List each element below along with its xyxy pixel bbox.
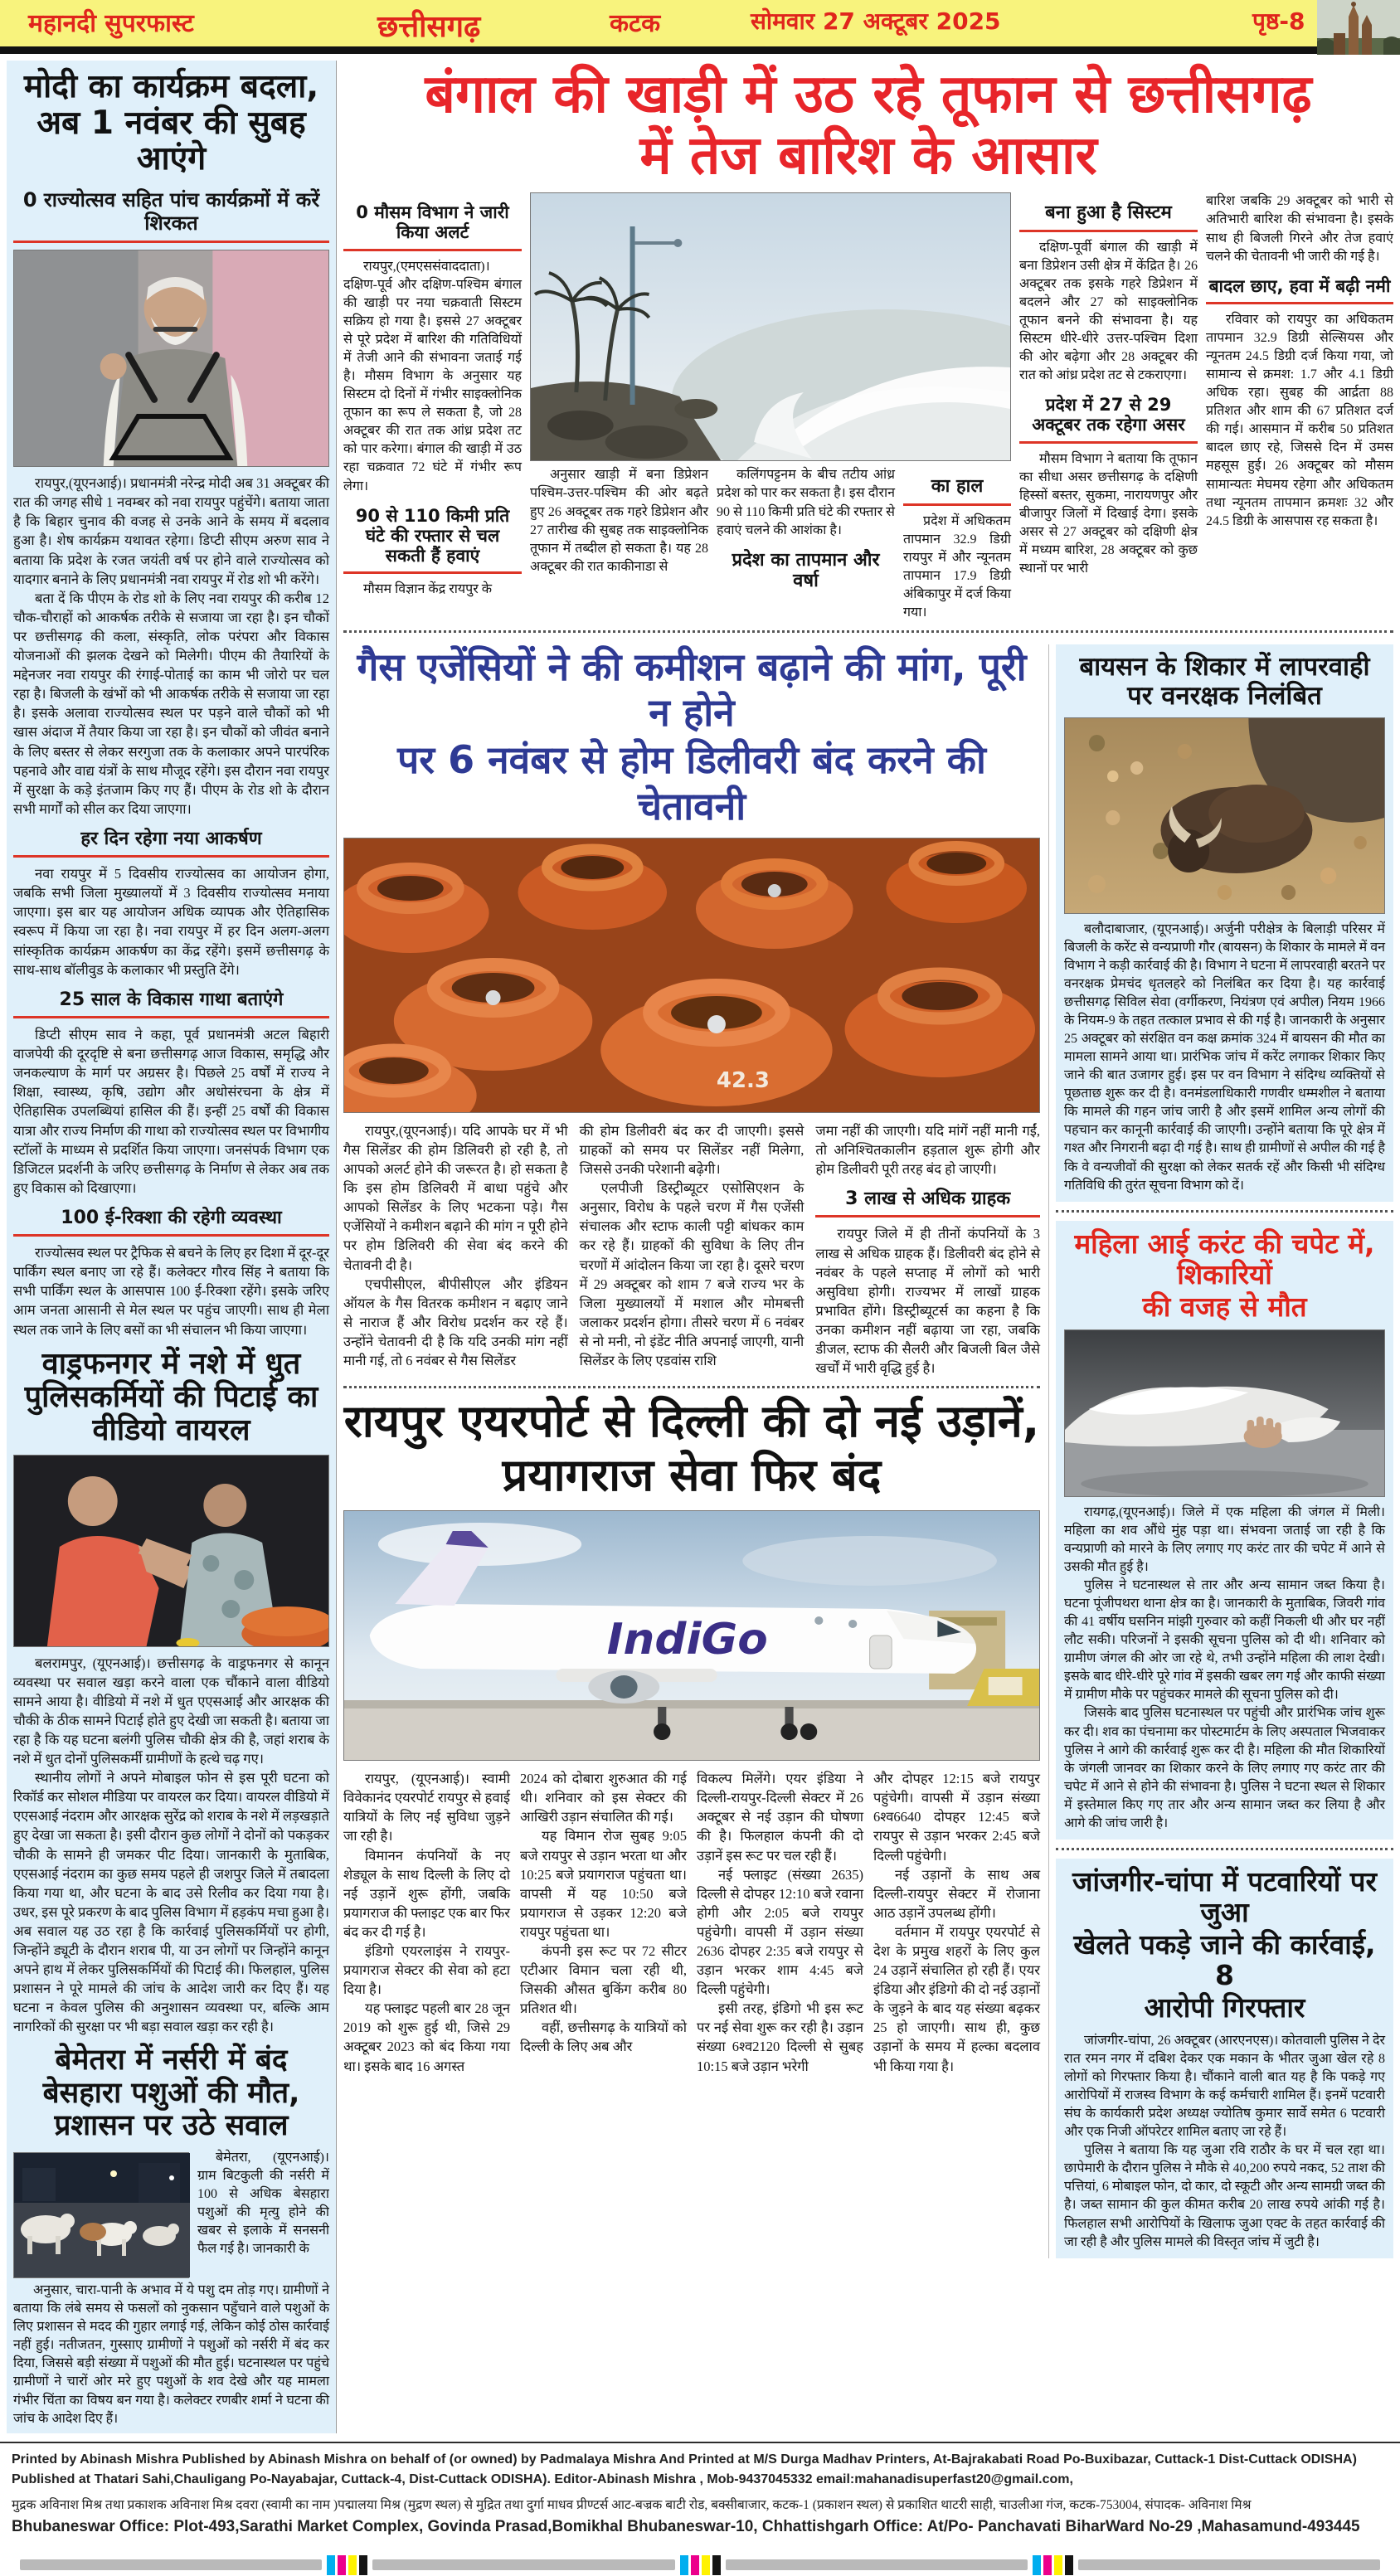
janjgir-headline-line1: जांजगीर-चांपा में पटवारियों पर जुआ	[1072, 1864, 1378, 1928]
right-of-left	[343, 61, 1393, 2433]
separator-gas-airport	[343, 1386, 1040, 1388]
airport-c4-b2: नई उड़ानों के साथ अब दिल्ली-रायपुर सेक्टर में रोजाना आठ उड़ानें उपलब्ध होंगी।	[873, 1866, 1040, 1921]
weather-sub-temp-rain: प्रदेश का तापमान और वर्षा	[732, 549, 880, 591]
airport-c3-b1: विकल्प मिलेंगे। एयर इंडिया ने दिल्ली-रायपुर-दिल्ली सेक्टर में 26 अक्टूबर से नई उड़ान की घोषणा की है। फिलहाल कंपनी की दो उड़ानें इस रूट पर चल रही हैं।	[697, 1771, 863, 1864]
gas-col-1	[343, 1121, 568, 1378]
city-name: कटक	[610, 9, 661, 38]
article-airport	[343, 1397, 1040, 2075]
weather-col6-body2: रविवार को रायपुर का अधिकतम तापमान 32.9 डिग्री सेल्सियस और न्यूनतम 24.5 डिग्री दर्ज किया गया, जो सामान्य से क्रमश: 1.7 और 4.1 डिग्री अधिक रहा। सुबह की आर्द्रता 88 प्रतिशत और शाम की 67 प्रतिशत दर्ज की गई। आसमान में करीब 50 प्रतिशत बादल छाए रहे, जिससे दिन में उमस महसूस हुई। 26 अक्टूबर को मौसम सामान्यतः मेघमय रहेगा और अधिकतम तथा न्यूनतम तापमान क्रमशः 32 और 24.5 डिग्री के आसपास रह सकता है।	[1206, 312, 1393, 528]
bison-body: बलौदाबाजार, (यूएनआई)। अर्जुनी परीक्षेत्र के बिलाड़ी परिसर में बिजली के करेंट से वन्यप्राणी गौर (बायसन) के शिकार के मामले में वन विभाग ने कड़ी कार्रवाई की है। विभाग ने घटना में लापरवाही बरतने पर वनरक्षक प्रेमचंद धृतलहरे को निलंबित कर दिया है। यह कार्रवाई छत्तीसगढ़ सिविल सेवा (वर्गीकरण, नियंत्रण एवं अपील) नियम 1966 के नियम-9 के तहत तत्काल प्रभाव से की गई है। जानकारी के अनुसार 25 अक्टूबर को संरक्षित वन कक्ष क्रमांक 324 में बायसन की मौत का मामला सामने आया था। प्रारंभिक जांच में करेंट लगाकर शिकार किए जाने की बात उजागर हुई। इस पर वन विभाग ने संदिग्ध व्यक्तियों से पूछताछ शुरू कर दी है। वनमंडलाधिकारी गणवीर धम्मशील ने बताया कि मामले की गहन जांच जारी है और इसमें शामिल अन्य लोगों की पहचान कर कानूनी कार्रवाई की जाएगी। उन्होंने बताया कि पूरे क्षेत्र में गश्त और निगरानी बढ़ा दी गई है। साथ ही ग्रामीणों से अपील की गई है कि वे वन्यजीवों की सुरक्षा को लेकर सतर्क रहें और किसी भी संदिग्ध गतिविधि की तुरंत सूचना विभाग को दें।	[1064, 921, 1385, 1193]
airport-col-4	[873, 1769, 1040, 2076]
airport-headline-line1: रायपुर एयरपोर्ट से दिल्ली की दो नई उड़ानें,	[343, 1395, 1040, 1448]
indigo-logo-text: IndiGo	[606, 1614, 768, 1665]
janjgir-body-2: पुलिस ने बताया कि यह जुआ रवि राठौर के घर में चल रहा था। छापेमारी के दौरान पुलिस ने मौके से 40,200 रुपये नकद, 52 ताश की पत्तियां, 6 मोबाइल फोन, दो कार, दो स्कूटी और अन्य सामग्री जब्त की है। जब्त सामान की कुल कीमत करीब 20 लाख रुपये आंकी गई है। फिलहाल सभी आरोपियों के खिलाफ जुआ एक्ट के तहत कार्रवाई की जा रही है और पुलिस मामले की विस्तृत जांच में जुटी है।	[1064, 2143, 1385, 2249]
gas-sub-customers: 3 लाख से अधिक ग्राहक	[815, 1184, 1040, 1218]
page-number: पृष्ठ-8	[1252, 7, 1305, 35]
weather-col-1	[343, 192, 522, 622]
imprint-line-1: Printed by Abinash Mishra Published by Abinash Mishra on behalf of (or owned) by Padmalaya Mishra And Printed at M/S Durga Madhav Printers, At-Bajrakabati Road Po-Buxibazar, Cuttack-1 Dist-Cuttack ODISHA)	[12, 2452, 1357, 2467]
modi-body-5: राज्योत्सव स्थल पर ट्रैफिक से बचने के लिए हर दिशा में दूर-दूर पार्किंग स्थल बनाए जा रहे हैं। कलेक्टर गौरव सिंह ने बताया कि सभी पार्किंग स्थल के आसपास 100 ई-रिक्शा रहेंगे। इसके जरिए आम जनता आसानी से मेल स्थल पर पहुंच जाएगी। साथ ही मेला स्थल तक जाने के लिए बसों का भी संचालन भी किया जाएगा।	[13, 1245, 329, 1338]
masthead-rule	[0, 46, 1400, 54]
modi-subhead: 0 राज्योत्सव सहित पांच कार्यक्रमों में करें शिरकत	[13, 184, 329, 243]
imprint-footer	[0, 2442, 1400, 2576]
weather-sub-clouds: बादल छाए, हवा में बढ़ी नमी	[1206, 271, 1393, 304]
modi-sub3: 100 ई-रिक्शा की रहेगी व्यवस्था	[13, 1203, 329, 1237]
modi-body-2: बता दें कि पीएम के रोड शो के लिए नवा रायपुर की करीब 12 चौक-चौराहों को आकर्षक तरीके से सजाया जा रहा है। इन चौकों पर छत्तीसगढ़ की कला, संस्कृति, लोक परंपरा और विकास योजनाओं की झलक देखने को मिलेगी। पीएम की तैयारियों के मद्देनजर नवा रायपुर की रंगाई-पोताई का काम भी जोरो पर चल रहा है। बिजली के खंभों को भी आकर्षक तरीके से सजाया जा रहा है। इसके अलावा राज्योत्सव स्थल पर पड़ने वाले चौकों को भी खास अंदाज में तैयार किया जा रहा है। इन चौकों को जीवंत बनाने के लिए बस्तर से लेकर सरगुजा तक के कलाकार अपने पारपंरिक पहनावे और वाद्य यंत्रों के साथ मौजूद रहेंगे। इस दौरान नवा रायपुर में सुरक्षा के कड़े इंतजाम किए गए हैं। पीएम के रोड शो के दौरान सभी मार्गों को सील कर दिया जाएगा।	[13, 590, 329, 817]
modi-body-4: डिप्टी सीएम साव ने कहा, पूर्व प्रधानमंत्री अटल बिहारी वाजपेयी की दूरदृष्टि से बना छत्तीसगढ़ आज विकास, समृद्धि और जनकल्याण के मार्ग पर अग्रसर है। पिछले 25 वर्षों में राज्य ने शिक्षा, स्वास्थ्य, कृषि, उद्योग और अधोसंरचना के क्षेत्र में ऐतिहासिक उपलब्धियां हासिल की हैं। इन्हीं 25 वर्षों की विकास यात्रा और राज्य निर्माण की गाथा को राज्योत्सव स्थल पर विभागीय स्टॉलों के माध्यम से प्रदर्शित किया जाएगा। जनसंपर्क विभाग एक डिजिटल प्रदर्शनी के जरिए छत्तीसगढ़ के निर्माण से लेकर अब तक हुए विकास को दिखाएगा।	[13, 1027, 329, 1196]
article-bison	[1056, 644, 1393, 1202]
janjgir-body-1: जांजगीर-चांपा, 26 अक्टूबर (आरएनएस)। कोतवाली पुलिस ने देर रात रमन नगर में दबिश देकर एक मकान के भीतर जुआ खेल रहे 8 लोगों को गिरफ्तार किया है। चौंकाने वाली बात यह है कि पकड़े गए आरोपियों में राजस्व विभाग के कई कर्मचारी शामिल हैं। इनमें पटवारी संघ के कार्यकारी प्रदेश अध्यक्ष ज्योतिष कुमार सार्वे समेत 6 पटवारी और एक निजी ऑपरेटर शामिल बताए जा रहे हैं।	[1064, 2033, 1385, 2140]
edition-name: छत्तीसगढ़	[377, 10, 481, 44]
modi-sub2: 25 साल के विकास गाथा बताएंगे	[13, 984, 329, 1018]
weather-col-5	[1019, 192, 1198, 622]
covered-body-photo	[1064, 1329, 1385, 1497]
airport-c1-b4: यह फ्लाइट पहली बार 28 जून 2019 को शुरू हुई थी, जिसे 29 अक्टूबर 2023 को बंद किया गया था। इसके बाद 16 अगस्त	[343, 2000, 510, 2074]
imprint-line-3: मुद्रक अविनाश मिश्र तथा प्रकाशक अविनाश मिश्र दवरा (स्वामी का नाम )पद्मालया मिश्र (मुद्रण स्थल) से मुद्रित तथा दुर्गा माधव प्रीण्टर्स आट-बज्रक बाटी रोड, बक्सीबाजार, कटक-1 (प्रकाशन स्थल) से प्रकाशित थाटरी साही, चाउलीआ गंज, कटक-753004, संपादक- अविनाश मिश्र	[12, 2497, 1252, 2512]
paper-name: महानदी सुपरफास्ट	[28, 9, 194, 38]
modi-headline: मोदी का कार्यक्रम बदला, अब 1 नवंबर की सुबह आएंगे	[23, 68, 319, 178]
airport-c3-b2: नई फ्लाइट (संख्या 2635) दिल्ली से दोपहर 12:10 बजे रवाना होगी और 2:05 बजे रायपुर पहुंचेगी। वापसी में उड़ान संख्या 2636 दोपहर 2:35 बजे रायपुर से उड़ान भरकर शाम 4:45 बजे दिल्ली पहुंचेगी।	[697, 1866, 863, 1998]
airport-c2-b3: कंपनी इस रूट पर 72 सीटर एटीआर विमान चला रही थी, जिसकी औसत बुकिंग करीब 80 प्रतिशत थी।	[520, 1942, 687, 2017]
airport-c2-b2: यह विमान रोज सुबह 9:05 बजे रायपुर से उड़ान भरता था और 10:25 बजे प्रयागराज पहुंचता था। वापसी में यह 10:50 बजे प्रयागराज से उड़कर 12:20 बजे रायपुर पहुंचता था।	[520, 1828, 687, 1940]
airport-c1-b1: रायपुर, (यूएनआई)। स्वामी विवेकानंद एयरपोर्ट रायपुर से हवाई यात्रियों के लिए नई सुविधा जुड़ने जा रही है।	[343, 1771, 510, 1845]
airport-c1-b2: विमानन कंपनियों के नए शेड्यूल के साथ दिल्ली के लिए दो नई उड़ानें शुरू होंगी, जबकि प्रयागराज की फ्लाइट एक बार फिर बंद कर दी गई है।	[343, 1847, 510, 1940]
article-wadraf	[13, 1348, 329, 2037]
article-mahila	[1056, 1221, 1393, 1840]
weather-sub-windspeed: 90 से 110 किमी प्रति घंटे की रफ्तार से चल सकती हैं हवाएं	[343, 501, 522, 574]
mahila-headline-line2: की वजह से मौत	[1142, 1290, 1307, 1323]
article-bemetara	[13, 2044, 329, 2428]
page-body	[0, 54, 1400, 2433]
wadraf-headline: वाड्रफनगर में नशे में धुत पुलिसकर्मियों की पिटाई का वीडियो वायरल	[24, 1346, 318, 1448]
weather-under-col1: अनुसार खाड़ी में बना डिप्रेशन पश्चिम-उत्तर-पश्चिम की ओर बढ़ते हुए 26 अक्टूबर तक गहरे डिप्रेशन और 27 तारीख की सुबह तक साइक्लोनिक तूफान में तब्दील हो सकता है। यह 28 अक्टूबर की रात काकीनाडा से	[530, 468, 708, 574]
print-registration-row	[20, 2554, 1380, 2576]
separator-rc-2	[1056, 1848, 1393, 1850]
gas-col-3	[815, 1121, 1040, 1378]
weather-under-col2	[717, 466, 895, 622]
weather-under-col2-body: कलिंगपट्टनम के बीच तटीय आंध्र प्रदेश को पार कर सकता है। इस दौरान 90 से 110 किमी प्रति घंटे की रफ्तार से हवाएं चलने की आशंका है।	[717, 468, 895, 537]
weather-headline-line2: में तेज बारिश के आसार	[639, 124, 1097, 187]
airport-col-1	[343, 1769, 510, 2076]
right-column	[1048, 644, 1393, 2258]
cylinder-weight-label: 42.3	[716, 1067, 770, 1093]
airport-c4-b1: और दोपहर 12:15 बजे रायपुर पहुंचेगी। वापसी में उड़ान संख्या 6श्व6640 दोपहर 12:45 बजे रायपुर से उड़ान भरकर 2:45 बजे दिल्ली पहुंचेगी।	[873, 1771, 1040, 1864]
weather-headline-line1: बंगाल की खाड़ी में उठ रहे तूफान से छत्तीसगढ़	[425, 64, 1312, 125]
janjgir-headline-line2: खेलते पकड़े जाने की कार्रवाई, 8	[1073, 1927, 1376, 1991]
airport-c4-b3: वर्तमान में रायपुर एयरपोर्ट से देश के प्रमुख शहरों के लिए कुल 24 उड़ानें संचालित हो रही हैं। एयर इंडिया और इंडिगो की दो नई उड़ानों के जुड़ने के बाद यह संख्या बढ़कर 25 हो जाएगी। साथ ही, कुछ उड़ानों के समय में हल्का बदलाव भी किया गया है।	[873, 1923, 1041, 2074]
police-beating-video-photo	[13, 1455, 329, 1647]
dead-bison-photo	[1064, 717, 1385, 914]
airport-c1-b3: इंडिगो एयरलाइंस ने रायपुर-प्रयागराज सेक्टर की सेवा को हटा दिया है।	[343, 1942, 510, 1998]
imprint-line-4: Bhubaneswar Office: Plot-493,Sarathi Market Complex, Govinda Prasad,Bomikhal Bhubaneswar-10, Chhattishgarh Office: At/Po- Panchavati BiharWard No-29 ,Mahasamund-493445	[12, 2517, 1360, 2535]
wadraf-body-2: स्थानीय लोगों ने अपने मोबाइल फोन से इस पूरी घटना को रिकॉर्ड कर सोशल मीडिया पर वायरल कर दिया। वायरल वीडियो में एएसआई नंदराम और आरक्षक सुरेंद्र को शराब के नशे में लड़खड़ाते हुए देखा जा सकता है। इसी दौरान कुछ लोगों ने दोनों को पकड़कर चौकी के सामने ही जमकर पीट दिया। जानकारी के मुताबिक, एएसआई नंदराम का कुछ समय पहले ही जशपुर जिले में तबादला किया गया था, और घटना के बाद उसे रिलीव कर दिया गया है। उधर, इस पूरे प्रकरण के बाद पुलिस विभाग में हड़कंप मचा हुआ है। अब सवाल यह उठ रहा है कि कार्रवाई पुलिसकर्मियों पर होगी, जिन्होंने ड्यूटी के दौरान शराब पी, या उन लोगों पर जिन्होंने कानून अपने हाथ में लेकर पुलिसकर्मियों की पिटाई की। फिलहाल, पुलिस प्रशासन ने पूरे मामले की जांच के आदेश जारी कर दिए हैं। यह घटना न केवल पुलिस की अनुशासन व्यवस्था पर, बल्कि आम नागरिकों की सुरक्षा पर भी बड़ा सवाल खड़ा कर रही है।	[13, 1770, 329, 2035]
lpg-cylinders-photo	[343, 838, 1040, 1113]
temple-photo	[1317, 0, 1400, 55]
airport-col-2	[520, 1769, 687, 2076]
separator-weather-below	[343, 630, 1393, 633]
airport-c2-b4: वहीं, छत्तीसगढ़ के यात्रियों को दिल्ली के लिए अब और	[520, 2019, 687, 2055]
print-gray-bar	[1078, 2559, 1380, 2570]
article-modi	[13, 69, 329, 1339]
airport-headline-line2: प्रयागराज सेवा फिर बंद	[502, 1448, 882, 1501]
gas-col1-body: रायपुर,(यूएनआई)। यदि आपके घर में भी गैस सिलेंडर की होम डिलिवरी हो रही है, तो आपको अलर्ट होने की जरूरत है। हो सकता है कि इस होम डिलिवरी में बाधा पहुंचे और आपको सिलेंडर के लिए भटकना पड़े। गैस एजेंसियों ने कमीशन बढ़ाने की मांग न पूरी होने पर होम डिलिवरी की सेवा बंद करने की चेतावनी दी है।	[343, 1122, 568, 1273]
article-gas	[343, 644, 1040, 1378]
weather-col-6	[1206, 192, 1393, 622]
separator-rc-1	[1056, 1210, 1393, 1213]
weather-middle	[530, 192, 1011, 622]
stray-cattle-photo	[13, 2152, 189, 2278]
weather-sub-alert: 0 मौसम विभाग ने जारी किया अलर्ट	[343, 197, 522, 250]
gas-col1-body2: एचपीसीएल, बीपीसीएल और इंडियन ऑयल के गैस वितरक कमीशन न बढ़ाए जाने से नाराज हैं और विरोध प्रदर्शन कर रहे हैं। उन्होंने चेतावनी दी है कि यदि उनकी मांग नहीं मानी गई, तो 6 नवंबर से गैस सिलेंडर	[343, 1276, 568, 1368]
gas-col3-body: जमा नहीं की जाएगी। यदि मांगें नहीं मानी गईं, तो अनिश्चितकालीन हड़ताल शुरू होगी और होम डिलीवरी पूरी तरह बंद हो जाएगी।	[815, 1122, 1041, 1178]
gas-headline-line1: गैस एजेंसियों ने की कमीशन बढ़ाने की मांग, पूरी न होने	[357, 644, 1027, 736]
modi-sub1: हर दिन रहेगा नया आकर्षण	[13, 824, 329, 858]
bemetara-headline: बेमेतरा में नर्सरी में बंद बेसहारा पशुओं की मौत, प्रशासन पर उठे सवाल	[42, 2044, 300, 2142]
article-janjgir	[1056, 1859, 1393, 2258]
bemetara-body-1: बेमेतरा, (यूएनआई)। ग्राम बिटकुली की नर्सरी में 100 से अधिक बेसहारा पशुओं की मृत्यु होने की खबर से इलाके में सनसनी फैल गई है। जानकारी के	[197, 2151, 329, 2257]
weather-col5-body: दक्षिण-पूर्वी बंगाल की खाड़ी में बना डिप्रेशन उसी क्षेत्र में केंद्रित है। 26 अक्टूबर तक इसके गहरे डिप्रेशन में बदलने और 27 को साइक्लोनिक तूफान बनने की संभावना है। यह सिस्टम धीरे-धीरे उत्तर-पश्चिम दिशा की ओर बढ़ेगा और 28 अक्टूबर की रात को आंध्र प्रदेश तट से टकराएगा।	[1019, 240, 1198, 383]
modi-photo	[13, 250, 329, 467]
mahila-headline-line1: महिला आई करंट की चपेट में, शिकारियों	[1074, 1227, 1375, 1290]
print-gray-bar	[726, 2559, 1028, 2570]
imprint-line-2: Published at Thatari Sahi,Chauligang Po-Nayabajar, Cuttack-4, Dist-Cuttack ODISHA). Editor-Abinash Mishra , Mob-9437045332 email:mahanadisuperfast20@gmail.com,	[12, 2472, 1073, 2486]
weather-sub-ka-haal: का हाल	[903, 471, 1011, 505]
gas-col2-body: की होम डिलीवरी बंद कर दी जाएगी। इससे ग्राहकों को समय पर सिलेंडर नहीं मिलेगा, जिससे उनकी परेशानी बढ़ेगी।	[579, 1122, 805, 1178]
center-column	[343, 644, 1040, 2258]
modi-body-1: रायपुर,(यूएनआई)। प्रधानमंत्री नरेन्द्र मोदी अब 31 अक्टूबर की रात की जगह सीधे 1 नवम्बर को नवा रायपुर पहुंचेंगे। बताया जाता है कि बिहार चुनाव की वजह से उनके आने के समय में बदलाव हुआ है। शेष कार्यक्रम यथावत रहेगा। डिप्टी सीएम अरुण साव ने बताया कि प्रदेश के रजत जयंती वर्ष पर होने वाले राज्योत्सव को यादगार बनाने के लिए प्रधानमंत्री नवा रायपुर में रोड शो भी करेंगे।	[13, 475, 329, 587]
cyclone-coast-photo	[530, 192, 1011, 461]
print-gray-bar	[372, 2559, 674, 2570]
article-weather	[343, 61, 1393, 622]
cmyk-registration-marks	[327, 2555, 367, 2575]
airport-c2-b1: 2024 को दोबारा शुरुआत की गई थी। शनिवार को इस सेक्टर की आखिरी उड़ान संचालित की गई।	[520, 1771, 687, 1825]
masthead	[0, 0, 1400, 46]
gas-col2-body2: एलपीजी डिस्ट्रीब्यूटर एसोसिएशन के अनुसार, विरोध के पहले चरण में गैस एजेंसी संचालक और स्टाफ काली पट्टी बांधकर काम कर रहे हैं। ग्राहकों की सुविधा के लिए तीन चरणों में आंदोलन किया जा रहा है। दूसरे चरण में 29 अक्टूबर को शाम 7 बजे राज्य भर के जिला मुख्यालयों में मशाल और मोमबत्ती जलाकर प्रदर्शन होगा। तीसरे चरण में 6 नवंबर से नो मनी, नो इंडेंट नीति अपनाई जाएगी, यानी सिलेंडर के लिए एडवांस राशि	[579, 1180, 805, 1368]
gas-col3-body2: रायपुर जिले में ही तीनों कंपनियों के 3 लाख से अधिक ग्राहक हैं। डिलीवरी बंद होने से नवंबर के पहले सप्ताह में लोगों को भारी असुविधा होगी। राज्यभर में लाखों ग्राहक प्रभावित होंगे। डिस्ट्रीब्यूटर्स का कहना है कि उनका कमीशन नहीं बढ़ाया जा रहा, जबकि डीजल, स्टाफ की सैलरी और बिजली बिल जैसे खर्चों में भारी वृद्धि हुई है।	[815, 1226, 1041, 1377]
weather-sub-system: बना हुआ है सिस्टम	[1019, 197, 1198, 231]
print-gray-bar	[20, 2559, 322, 2570]
left-column	[7, 61, 337, 2433]
weather-col5-body2: मौसम विभाग ने बताया कि तूफान का सीधा असर छत्तीसगढ़ के दक्षिणी हिस्सों बस्तर, सुकमा, नारायणपुर और बीजापुर जिलों में दिखाई देगा। इसके असर से 27 अक्टूबर को दक्षिणी क्षेत्र में मध्यम बारिश, 28 अक्टूबर को कुछ स्थानों पर भारी	[1019, 451, 1198, 576]
weather-col1-body: रायपुर,(एमएससंवाददाता)। दक्षिण-पूर्व और दक्षिण-पश्चिम बंगाल की खाड़ी पर नया चक्रवाती सिस्टम सक्रिय हो गया है। इससे 27 अक्टूबर से पूरे प्रदेश में बारिश की गतिविधियों में तेजी आने की संभावना जताई गई है। मौसम विभाग के अनुसार यह सिस्टम दो दिनों में गंभीर साइक्लोनिक तूफान का रूप ले सकता है, जो 28 अक्टूबर की रात तक आंध्र प्रदेश तट को पार करेगा। बंगाल की खाड़ी में उठ रहा चक्रवात 72 घंटे में गंभीर रूप लेगा।	[343, 259, 522, 493]
weather-col6-body: बारिश जबकि 29 अक्टूबर को भारी से अतिभारी बारिश की संभावना है। इसके साथ ही बिजली गिरने और तेज हवाएं चलने की चेतावनी भी जारी की गई है।	[1206, 194, 1393, 264]
mahila-body-3: जिसके बाद पुलिस घटनास्थल पर पहुंची और प्रारंभिक जांच शुरू कर दी। शव का पंचनामा कर पोस्टमार्टम के लिए अस्पताल भिजवाकर पुलिस ने आगे की कार्रवाई शुरू कर दी है। महिला की मौत शिकारियों के जंगली जानवर का शिकार करने के लिए लगाए गए करंट तार की चपेट में आने से होने की संभावना है। पुलिस ने घटना स्थल से शिकार में इस्तेमाल किए गए तार और अन्य सामान जब्त कर लिया है और आगे की जांच जारी है।	[1064, 1706, 1385, 1830]
mahila-body-2: पुलिस ने घटनास्थल से तार और अन्य सामान जब्त किया है। घटना पूंजीपथरा थाना क्षेत्र का है। जानकारी के मुताबिक, जिवरी गांव की 41 वर्षीय घसनिन मांझी गुरुवार को कहीं निकली थी और घर नहीं लौट सकी। परिजनों ने इसकी सूचना पुलिस को दी थी। शनिवार को ग्रामीण जंगल की ओर जा रहे थे, तभी उन्होंने महिला की लाश देखी। इसके बाद धीरे-धीरे पूरे गांव में इसकी खबर लग गई और काफी संख्या में ग्रामीण मौके पर पहुंचकर मामले की सूचना पुलिस को दी।	[1064, 1577, 1385, 1703]
wadraf-body-1: बलरामपुर, (यूएनआई)। छत्तीसगढ़ के वाड्रफनगर से कानून व्यवस्था पर सवाल खड़ा करने वाला एक चौंकाने वाला वीडियो सामने आया है। वीडियो में नशे में धुत एएसआई और आरक्षक की चौकी के ठीक सामने पिटाई होते हुए देखी जा सकती है। बताया जा रहा है कि यह घटना बलंगी पुलिस चौकी क्षेत्र की है, जहां शराब के नशे में धुत दोनों पुलिसकर्मी ग्रामीणों के हत्थे चढ़ गए।	[13, 1655, 329, 1767]
weather-sub-effect: प्रदेश में 27 से 29 अक्टूबर तक रहेगा असर	[1019, 390, 1198, 443]
weather-under-col3-body: प्रदेश में अधिकतम तापमान 32.9 डिग्री रायपुर में और न्यूनतम तापमान 17.9 डिग्री अंबिकापुर में दर्ज किया गया।	[903, 513, 1011, 620]
cmyk-registration-marks	[1033, 2555, 1073, 2575]
bemetara-body-2: अनुसार, चारा-पानी के अभाव में ये पशु दम तोड़ गए। ग्रामीणों ने बताया कि लंबे समय से फसलों को नुकसान पहुँचाने वाले पशुओं के लिए प्रशासन से मदद की गुहार लगाई गई, लेकिन कोई ठोस कार्रवाई नहीं हुई। नतीजतन, गुस्साए ग्रामीणों ने पशुओं को नर्सरी में बंद कर दिया, जिससे बड़ी संख्या में पशुओं की मौत हुई। घटनास्थल पर पहुंचे ग्रामीणों ने चारों ओर मरे हुए पशुओं के शव देखे और यह मामला गंभीर चिंता का विषय बन गया है। कलेक्टर रणबीर शर्मा ने घटना की जांच के आदेश दिए हैं।	[13, 2283, 329, 2426]
mahila-body-1: रायगढ़,(यूएनआई)। जिले में एक महिला की जंगल में मिली। महिला का शव औंधे मुंह पड़ा था। संभवना जताई जा रही है कि वन्यप्राणी को मारने के लिए लगाए गए करंट तार की चपेट में आने से उसकी मौत हुई है।	[1064, 1504, 1385, 1574]
airport-c3-b3: इसी तरह, इंडिगो भी इस रूट पर नई सेवा शुरू कर रही है। उड़ान संख्या 6श्व2120 दिल्ली से सुबह 10:15 बजे उड़ान भरेगी	[697, 2000, 863, 2074]
weather-col1-body2: मौसम विज्ञान केंद्र रायपुर के	[363, 582, 493, 597]
bison-headline: बायसन के शिकार में लापरवाही पर वनरक्षक निलंबित	[1079, 652, 1370, 711]
janjgir-headline-line3: आरोपी गिरफ्तार	[1144, 1990, 1305, 2024]
cmyk-registration-marks	[680, 2555, 721, 2575]
weather-under-col3	[903, 466, 1011, 622]
date-line: सोमवार 27 अक्टूबर 2025	[751, 7, 1001, 35]
gas-col-2	[580, 1121, 805, 1378]
indigo-plane-photo	[343, 1510, 1040, 1761]
gas-headline-line2: पर 6 नवंबर से होम डिलीवरी बंद करने की चेतावनी	[397, 737, 986, 829]
modi-body-3: नवा रायपुर में 5 दिवसीय राज्योत्सव का आयोजन होगा, जबकि सभी जिला मुख्यालयों में 3 दिवसीय राज्योत्सव मनाया जाएगा। इस बार यह आयोजन अधिक व्यापक और ऐतिहासिक स्वरूप में किया जा रहा है। नवा रायपुर में हर दिन अलग-अलग सांस्कृतिक कार्यक्रम आकर्षण का केंद्र रहेंगे। इसमें छत्तीसगढ़ के साथ-साथ बॉलीवुड के कलाकार भी प्रस्तुति देंगे।	[13, 866, 329, 978]
airport-col-3	[697, 1769, 863, 2076]
